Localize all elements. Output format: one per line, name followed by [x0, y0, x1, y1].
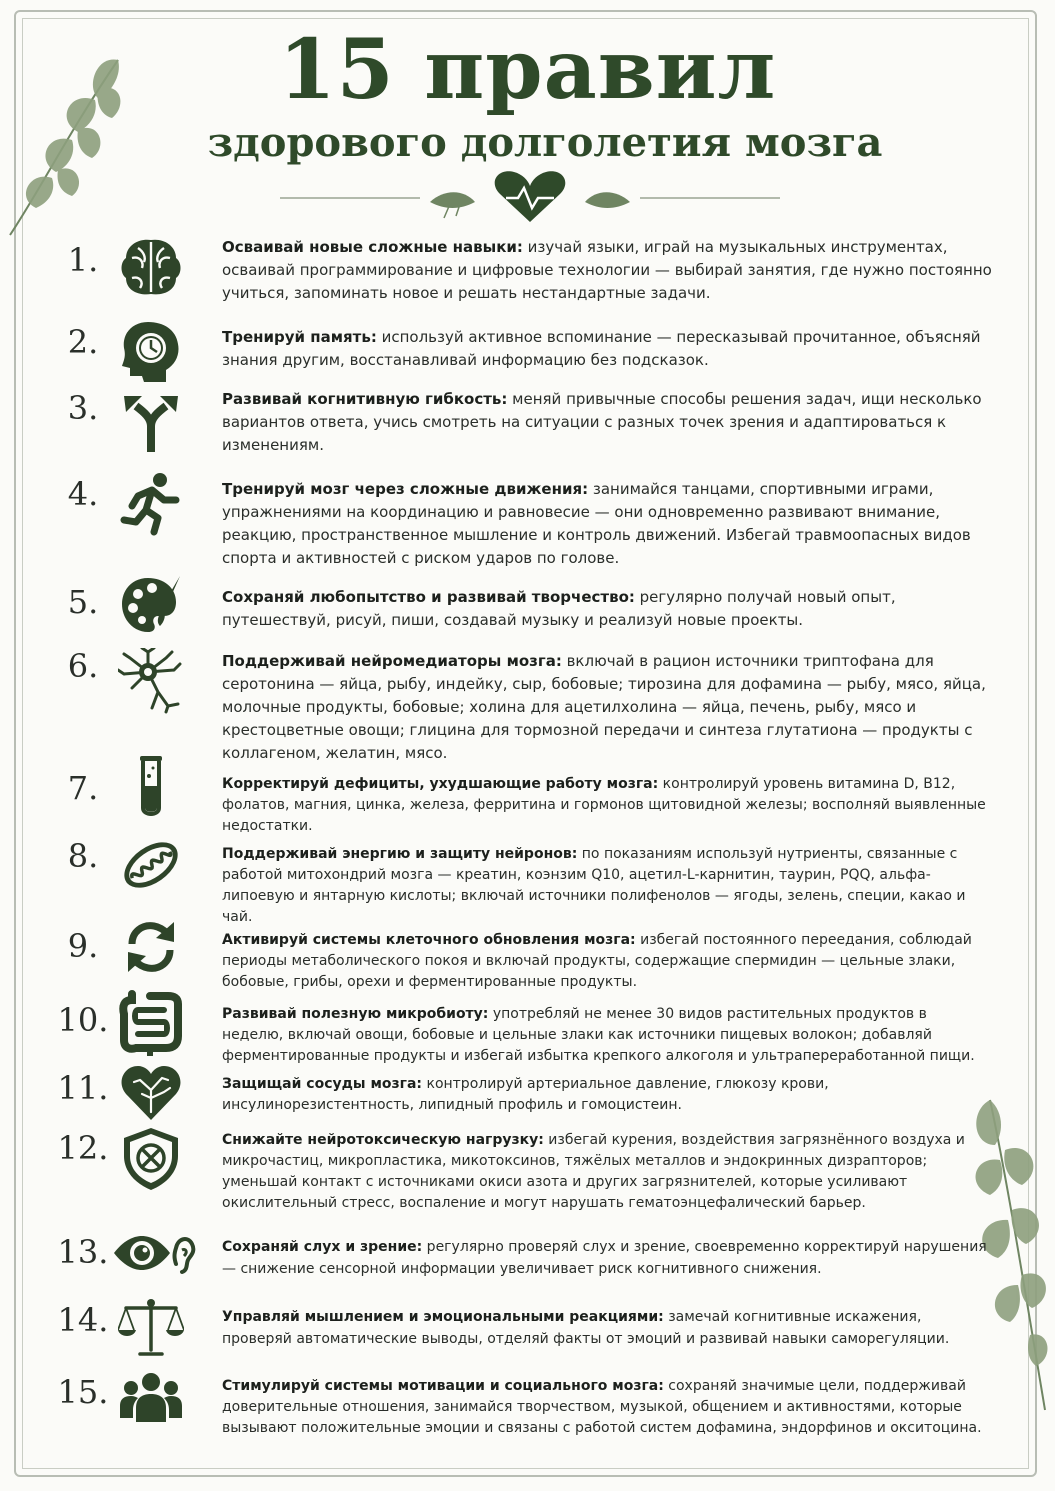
rule-number: 12. [57, 1129, 109, 1167]
rule-body: употребляй не менее 30 видов растительных продуктов в неделю, включай овощи, бобовые и цельные злаки как источники пищевых волокон; добавляй ферментированные продукты и избегай избытка крепкого алкоголя и ультрапереработанной пищи. [222, 1006, 975, 1064]
head-clock-icon [118, 318, 184, 384]
rule-number: 4. [67, 475, 99, 513]
rule-body: изучай языки, играй на музыкальных инструментах, осваивай программирование и цифровые технологии — выбирай занятия, где нужно постоянно учиться, запоминать новое и решать нестандартные задачи. [222, 238, 992, 302]
rule-number: 7. [67, 769, 99, 807]
rule-number: 1. [67, 241, 99, 279]
rule-number: 8. [67, 837, 99, 875]
rule-body: избегай курения, воздействия загрязнённого воздуха и микрочастиц, микропластика, микотоксинов, тяжёлых металлов и эндокринных дизрапторов; уменьшай контакт с источниками окиси азота и других загрязнителей, которые усиливают окислительный стресс, воспаление и могут нарушать гематоэнцефалический барьер. [222, 1132, 965, 1211]
refresh-icon [118, 914, 184, 980]
rule-heading: Поддерживай энергию и защиту нейронов: [222, 846, 578, 862]
rule-heading: Тренируй память: [222, 328, 377, 346]
rule-text [222, 1376, 992, 1439]
rule-text [222, 1130, 992, 1214]
rule-text [222, 650, 992, 765]
rule-text [222, 326, 992, 372]
rule-number: 6. [67, 647, 99, 685]
rule-body: регулярно получай новый опыт, путешествуй, рисуй, пиши, создавай музыку и реализуй новые проекты. [222, 588, 896, 629]
page-subtitle: здорового долголетия мозга [207, 119, 883, 166]
rule-text [222, 388, 992, 457]
rule-text [222, 844, 992, 928]
rule-text [222, 586, 992, 632]
runner-icon [118, 470, 184, 536]
rule-text [222, 1004, 992, 1067]
brain-icon [118, 234, 184, 300]
rule-body: по показаниям используй нутриенты, связанные с работой митохондрий мозга — креатин, коэнзим Q10, ацетил-L-карнитин, таурин, PQQ, альфа-липоевую и янтарную кислоты; включай источники полифенолов — ягоды, зелень, специи, какао и чай. [222, 846, 966, 925]
people-icon [118, 1366, 184, 1432]
rule-text [222, 478, 992, 570]
mitochondria-icon [118, 832, 184, 898]
rule-number: 5. [67, 583, 99, 621]
rule-body: избегай постоянного переедания, соблюдай периоды метаболического покоя и включай продукты, содержащие спермидин — цельные злаки, бобовые, грибы, орехи и ферментированные продукты. [222, 932, 972, 990]
rule-heading: Развивай полезную микробиоту: [222, 1006, 489, 1022]
heart-vessels-icon [118, 1060, 184, 1126]
rule-heading: Стимулируй системы мотивации и социального мозга: [222, 1378, 664, 1394]
rule-number: 2. [67, 323, 99, 361]
heart-pulse-divider-icon [260, 168, 800, 228]
rule-number: 15. [57, 1373, 109, 1411]
rule-heading: Сохраняй слух и зрение: [222, 1239, 423, 1255]
rule-number: 11. [57, 1069, 109, 1107]
rule-text [222, 1074, 992, 1116]
rule-body: занимайся танцами, спортивными играми, упражнениями на координацию и равновесие — они одновременно развивают внимание, реакцию, пространственное мышление и контроль движений. Избегай травмоопасных видов спорта и активностей с риском ударов по голове. [222, 480, 971, 567]
rule-number: 9. [67, 927, 99, 965]
page-title: 15 правил [278, 22, 777, 118]
rule-heading: Защищай сосуды мозга: [222, 1076, 423, 1092]
rule-body: включай в рацион источники триптофана для серотонина — яйца, рыбу, индейку, сыр, бобовые; тирозина для дофамина — рыбу, мясо, яйца, молочные продукты, бобовые; холина для ацетилхолина — яйца, печень, рыбу, мясо и крестоцветные овощи; глицина для тормозной передачи и синтеза глутатиона — продукты с коллагеном, желатин, мясо. [222, 652, 986, 762]
rule-text [222, 774, 992, 837]
rule-number: 3. [67, 389, 99, 427]
rule-body: регулярно проверяй слух и зрение, своевременно корректируй нарушения — снижение сенсорной информации увеличивает риск когнитивного снижения. [222, 1239, 987, 1277]
intestine-icon [118, 990, 184, 1056]
rule-text [222, 1306, 992, 1350]
rule-heading: Поддерживай нейромедиаторы мозга: [222, 652, 562, 670]
eye-ear-icon [112, 1228, 196, 1278]
rule-text [222, 1236, 992, 1280]
rule-body: используй активное вспоминание — пересказывай прочитанное, объясняй знания другим, восстанавливай информацию без подсказок. [222, 328, 981, 369]
test-tube-icon [118, 754, 184, 820]
rule-body: контролируй артериальное давление, глюкозу крови, инсулинорезистентность, липидный профиль и гомоцистеин. [222, 1076, 829, 1113]
rule-heading: Корректируй дефициты, ухудшающие работу мозга: [222, 776, 659, 792]
rule-heading: Снижайте нейротоксическую нагрузку: [222, 1132, 544, 1148]
rule-heading: Сохраняй любопытство и развивай творчество: [222, 588, 635, 606]
palette-icon [118, 572, 184, 638]
shield-icon [118, 1126, 184, 1192]
rule-number: 13. [57, 1233, 109, 1271]
rule-body: меняй привычные способы решения задач, ищи несколько вариантов ответа, учись смотреть на ситуации с разных точек зрения и адаптироваться к изменениям. [222, 390, 982, 454]
rule-heading: Активируй системы клеточного обновления мозга: [222, 932, 636, 948]
rule-text [222, 236, 992, 305]
rule-body: сохраняй значимые цели, поддерживай доверительные отношения, занимайся творчеством, музыкой, общением и активностями, которые вызывают положительные эмоции и связаны с работой систем дофамина, эндорфинов и окситоцина. [222, 1378, 982, 1436]
rule-number: 10. [57, 1001, 109, 1039]
rule-heading: Тренируй мозг через сложные движения: [222, 480, 589, 498]
rule-number: 14. [57, 1301, 109, 1339]
rule-body: замечай когнитивные искажения, проверяй автоматические выводы, отделяй факты от эмоций и развивай навыки саморегуляции. [222, 1309, 950, 1347]
scales-icon [118, 1294, 184, 1360]
split-arrows-icon [118, 390, 184, 456]
rule-body: контролируй уровень витамина D, B12, фолатов, магния, цинка, железа, ферритина и гормонов щитовидной железы; восполняй выявленные недостатки. [222, 776, 986, 834]
rule-heading: Осваивай новые сложные навыки: [222, 238, 523, 256]
rule-heading: Управляй мышлением и эмоциональными реакциями: [222, 1309, 664, 1325]
rule-heading: Развивай когнитивную гибкость: [222, 390, 508, 408]
rule-text [222, 930, 992, 993]
neuron-icon [118, 648, 184, 714]
